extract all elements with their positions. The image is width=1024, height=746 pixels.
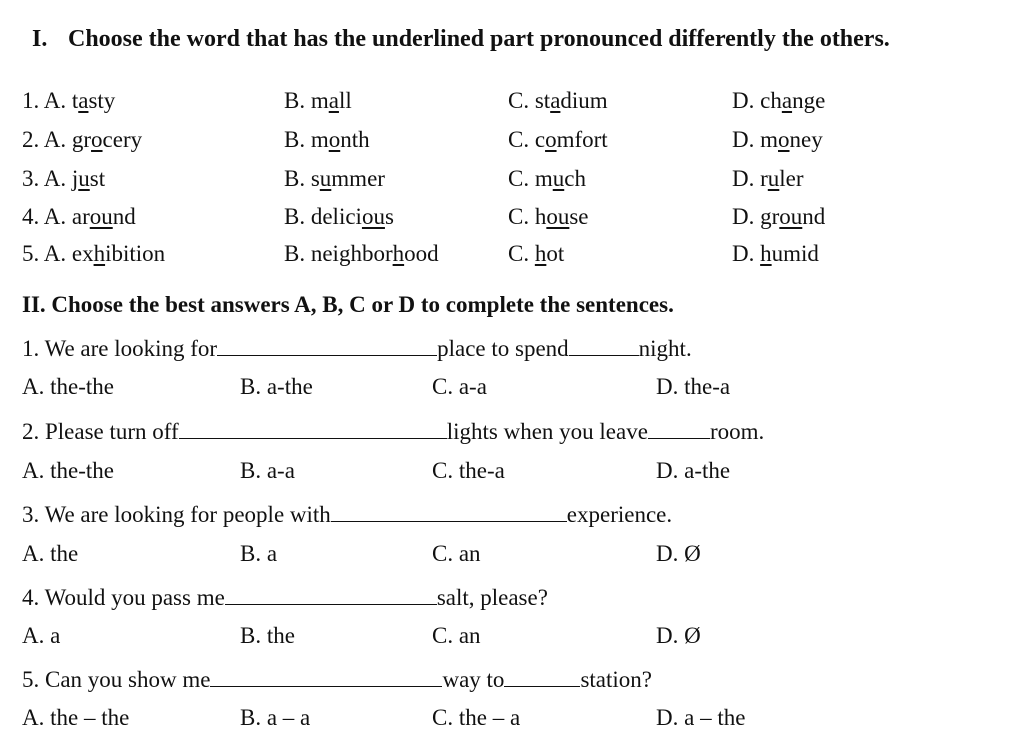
option-b: B. a xyxy=(240,541,278,566)
option-a: A. the-the xyxy=(22,374,114,399)
option-label: C. xyxy=(508,204,530,229)
section-1-number: I. xyxy=(32,26,48,52)
option-a xyxy=(22,88,115,114)
word-prefix: c xyxy=(534,127,546,152)
option-a: A. a xyxy=(22,623,61,648)
word-prefix: delici xyxy=(310,204,362,229)
option-b xyxy=(284,127,370,153)
underlined-part: a xyxy=(328,88,339,113)
sentence-part: place to spend xyxy=(437,336,569,361)
sentence-question-2 xyxy=(0,416,1024,446)
sentence-part: We are looking for people with xyxy=(44,502,331,527)
underlined-part: a xyxy=(781,88,793,113)
question-number: 3. xyxy=(22,166,40,191)
option-label: D. xyxy=(732,241,755,266)
option-c xyxy=(508,204,589,230)
word-suffix: dium xyxy=(560,88,608,113)
option-b xyxy=(284,204,394,230)
sentence-part: lights when you leave xyxy=(446,419,648,444)
underlined-part: ou xyxy=(546,204,570,229)
word-suffix: se xyxy=(569,204,589,229)
word-prefix: m xyxy=(310,88,329,113)
option-d: D. Ø xyxy=(656,541,701,566)
answer-blank xyxy=(225,582,437,605)
option-label: B. xyxy=(284,241,306,266)
word-suffix: nth xyxy=(340,127,370,152)
option-d xyxy=(732,88,825,114)
word-suffix: sty xyxy=(88,88,116,113)
section-1-title: Choose the word that has the underlined part pronounced differently the others. xyxy=(68,26,890,52)
word-suffix: nge xyxy=(792,88,826,113)
option-label: B. xyxy=(284,166,306,191)
answer-options-2 xyxy=(0,458,1024,488)
underlined-part: u xyxy=(319,166,332,191)
option-c xyxy=(508,127,608,153)
option-label: D. xyxy=(732,88,755,113)
question-number: 3. xyxy=(22,502,40,527)
option-b: B. a-a xyxy=(240,458,295,483)
word-prefix: st xyxy=(534,88,551,113)
pronunciation-question-1 xyxy=(0,88,1024,118)
word-prefix: gr xyxy=(760,204,780,229)
underlined-part: h xyxy=(392,241,405,266)
option-label: C. xyxy=(508,127,530,152)
answer-options-1 xyxy=(0,374,1024,404)
word-prefix: s xyxy=(310,166,320,191)
option-label: C. xyxy=(508,241,530,266)
option-b xyxy=(284,241,439,267)
underlined-part: o xyxy=(778,127,790,152)
underlined-part: o xyxy=(328,127,341,152)
word-suffix: cery xyxy=(102,127,143,152)
option-d xyxy=(732,127,823,153)
option-label: A. xyxy=(43,204,67,229)
word-suffix: ler xyxy=(779,166,804,191)
answer-options-4 xyxy=(0,623,1024,653)
underlined-part: h xyxy=(760,241,772,266)
underlined-part: a xyxy=(78,88,89,113)
option-d: D. Ø xyxy=(656,623,701,648)
answer-blank xyxy=(331,499,567,522)
word-suffix: mmer xyxy=(331,166,385,191)
word-suffix: s xyxy=(384,204,394,229)
word-suffix: ibition xyxy=(105,241,166,266)
answer-blank xyxy=(648,416,710,439)
answer-options-5 xyxy=(0,705,1024,735)
option-b xyxy=(284,88,352,114)
section-2-number: II. xyxy=(22,292,46,317)
underlined-part: o xyxy=(545,127,557,152)
section-2-heading xyxy=(22,292,674,318)
sentence-question-1 xyxy=(0,333,1024,363)
option-label: A. xyxy=(43,166,67,191)
option-label: D. xyxy=(732,204,755,229)
sentence-question-4 xyxy=(0,582,1024,612)
word-prefix: j xyxy=(71,166,79,191)
option-c: C. an xyxy=(432,541,481,566)
option-c: C. an xyxy=(432,623,481,648)
option-label: A. xyxy=(43,88,67,113)
word-suffix: ll xyxy=(338,88,352,113)
word-suffix: nd xyxy=(112,204,136,229)
option-a: A. the-the xyxy=(22,458,114,483)
pronunciation-question-3 xyxy=(0,166,1024,196)
option-label: A. xyxy=(43,127,67,152)
word-suffix: ot xyxy=(546,241,565,266)
answer-options-3 xyxy=(0,541,1024,571)
option-a xyxy=(22,241,165,267)
underlined-part: h xyxy=(534,241,547,266)
option-c xyxy=(508,88,608,114)
option-c: C. the-a xyxy=(432,458,505,483)
option-c: C. the – a xyxy=(432,705,521,730)
word-suffix: ood xyxy=(404,241,439,266)
sentence-question-5 xyxy=(0,664,1024,694)
sentence-part: We are looking for xyxy=(44,336,218,361)
option-d: D. a-the xyxy=(656,458,731,483)
option-b: B. a-the xyxy=(240,374,313,399)
option-label: B. xyxy=(284,127,306,152)
answer-blank xyxy=(504,664,580,687)
sentence xyxy=(22,582,548,611)
option-a xyxy=(22,166,105,192)
option-a: A. the – the xyxy=(22,705,130,730)
sentence xyxy=(22,499,672,528)
sentence-part: Can you show me xyxy=(45,667,211,692)
word-prefix: h xyxy=(534,204,547,229)
sentence-part: room. xyxy=(709,419,765,444)
option-a xyxy=(22,127,142,153)
underlined-part: u xyxy=(767,166,780,191)
answer-blank xyxy=(569,333,639,356)
word-suffix: st xyxy=(89,166,106,191)
question-number: 5. xyxy=(22,667,40,692)
sentence xyxy=(22,664,652,693)
word-prefix: gr xyxy=(71,127,92,152)
option-b: B. a – a xyxy=(240,705,311,730)
underlined-part: u xyxy=(78,166,90,191)
option-label: D. xyxy=(732,127,755,152)
option-d: D. the-a xyxy=(656,374,731,399)
question-number: 4. xyxy=(22,585,40,610)
sentence-part: way to xyxy=(442,667,505,692)
pronunciation-question-4 xyxy=(0,204,1024,234)
word-suffix: nd xyxy=(802,204,826,229)
question-number: 5. xyxy=(22,241,40,266)
word-prefix: m xyxy=(760,127,779,152)
answer-blank xyxy=(210,664,442,687)
option-d xyxy=(732,166,804,192)
option-c xyxy=(508,241,564,267)
underlined-part: a xyxy=(550,88,561,113)
sentence xyxy=(22,333,692,362)
question-number: 2. xyxy=(22,419,40,444)
option-d xyxy=(732,241,819,267)
sentence-part: station? xyxy=(580,667,652,692)
option-label: D. xyxy=(732,166,755,191)
section-1-heading xyxy=(32,26,890,53)
pronunciation-question-5 xyxy=(0,241,1024,271)
option-d xyxy=(732,204,825,230)
word-prefix: neighbor xyxy=(310,241,393,266)
sentence-question-3 xyxy=(0,499,1024,529)
option-a xyxy=(22,204,136,230)
pronunciation-question-2 xyxy=(0,127,1024,157)
word-suffix: mfort xyxy=(556,127,608,152)
underlined-part: o xyxy=(91,127,103,152)
sentence-part: Please turn off xyxy=(45,419,179,444)
sentence-part: night. xyxy=(638,336,692,361)
option-c xyxy=(508,166,586,192)
word-suffix: ch xyxy=(564,166,586,191)
sentence-part: Would you pass me xyxy=(44,585,225,610)
question-number: 2. xyxy=(22,127,40,152)
option-label: C. xyxy=(508,88,530,113)
option-label: B. xyxy=(284,204,306,229)
question-number: 1. xyxy=(22,88,40,113)
option-c: C. a-a xyxy=(432,374,487,399)
question-number: 4. xyxy=(22,204,40,229)
option-label: A. xyxy=(43,241,67,266)
underlined-part: ou xyxy=(361,204,385,229)
option-d: D. a – the xyxy=(656,705,746,730)
option-b xyxy=(284,166,385,192)
underlined-part: h xyxy=(93,241,106,266)
answer-blank xyxy=(179,416,447,439)
word-prefix: ex xyxy=(71,241,94,266)
option-b: B. the xyxy=(240,623,295,648)
word-prefix: ch xyxy=(760,88,782,113)
option-label: C. xyxy=(508,166,530,191)
sentence xyxy=(22,416,764,445)
section-2-title: Choose the best answers A, B, C or D to complete the sentences. xyxy=(51,292,674,317)
question-number: 1. xyxy=(22,336,40,361)
word-suffix: ney xyxy=(789,127,823,152)
word-prefix: t xyxy=(71,88,79,113)
word-prefix: ar xyxy=(71,204,90,229)
option-a: A. the xyxy=(22,541,79,566)
underlined-part: u xyxy=(552,166,565,191)
answer-blank xyxy=(217,333,437,356)
sentence-part: salt, please? xyxy=(436,585,548,610)
underlined-part: ou xyxy=(89,204,113,229)
word-prefix: r xyxy=(760,166,768,191)
sentence-part: experience. xyxy=(566,502,673,527)
option-label: B. xyxy=(284,88,306,113)
word-suffix: umid xyxy=(771,241,819,266)
word-prefix: m xyxy=(534,166,553,191)
word-prefix: m xyxy=(310,127,329,152)
underlined-part: ou xyxy=(779,204,803,229)
